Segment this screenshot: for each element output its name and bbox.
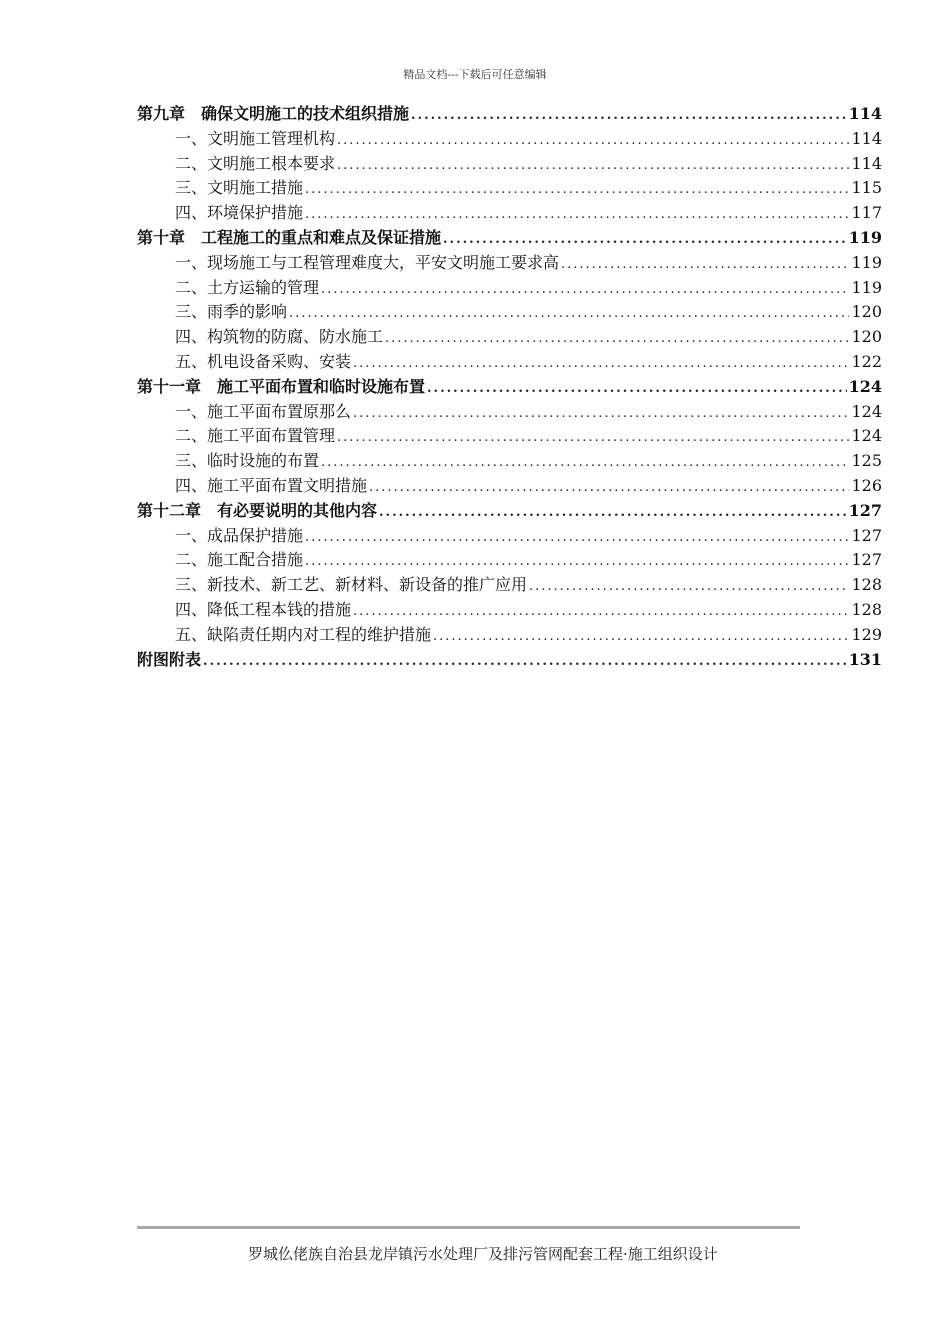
toc-section-entry[interactable] (137, 300, 882, 325)
toc-dot-leader (433, 625, 849, 650)
toc-dot-leader (289, 302, 849, 327)
toc-chapter-entry[interactable] (137, 102, 882, 127)
toc-dot-leader (353, 402, 849, 427)
toc-entry-title: 一、文明施工管理机构 (175, 128, 336, 148)
toc-page-number: 127 (848, 500, 882, 520)
toc-section-entry[interactable] (137, 573, 882, 598)
toc-chapter-entry[interactable] (137, 226, 882, 251)
toc-entry-title: 第十一章 施工平面布置和临时设施布置 (137, 376, 426, 396)
toc-entry-title: 附图附表 (137, 649, 202, 669)
toc-page-number: 119 (848, 227, 882, 247)
toc-page-number: 114 (851, 153, 882, 173)
toc-section-entry[interactable] (137, 176, 882, 201)
toc-section-entry[interactable] (137, 598, 882, 623)
toc-entry-title: 四、降低工程本钱的措施 (175, 599, 352, 619)
toc-page-number: 125 (851, 451, 882, 471)
toc-dot-leader (427, 377, 847, 402)
toc-entry-title: 二、施工平面布置管理 (175, 426, 336, 446)
toc-page-number: 119 (851, 277, 882, 297)
toc-dot-leader (337, 129, 849, 154)
toc-entry-title: 一、施工平面布置原那么 (175, 401, 352, 421)
toc-section-entry[interactable] (137, 474, 882, 499)
toc-chapter-entry[interactable] (137, 375, 882, 400)
toc-entry-title: 三、雨季的影响 (175, 302, 288, 322)
toc-section-entry[interactable] (137, 251, 882, 276)
toc-dot-leader (337, 154, 849, 179)
toc-dot-leader (529, 575, 849, 600)
toc-page-number: 114 (851, 128, 882, 148)
toc-page-number: 117 (851, 203, 882, 223)
toc-dot-leader (321, 278, 849, 303)
toc-entry-title: 四、环境保护措施 (175, 203, 304, 223)
toc-entry-title: 五、缺陷责任期内对工程的维护措施 (175, 624, 432, 644)
toc-entry-title: 第九章 确保文明施工的技术组织措施 (137, 104, 410, 123)
toc-entry-title: 一、成品保护措施 (175, 525, 304, 545)
toc-entry-title: 二、文明施工根本要求 (175, 153, 336, 173)
toc-dot-leader (305, 550, 849, 575)
toc-section-entry[interactable] (137, 201, 882, 226)
toc-page-number: 124 (848, 376, 882, 396)
toc-page-number: 115 (851, 178, 882, 198)
toc-section-entry[interactable] (137, 623, 882, 648)
toc-section-entry[interactable] (137, 400, 882, 425)
toc-page-number: 114 (848, 104, 882, 123)
table-of-contents (137, 102, 882, 672)
toc-page-number: 129 (851, 624, 882, 644)
footer-title: 罗城仫佬族自治县龙岸镇污水处理厂及排污管网配套工程·施工组织设计 (248, 1245, 718, 1263)
toc-dot-leader (385, 327, 849, 352)
toc-entry-title: 二、土方运输的管理 (175, 277, 320, 297)
page-header-note: 精品文档---下载后可任意编辑 (403, 68, 547, 81)
toc-dot-leader (561, 253, 849, 278)
toc-page-number: 122 (851, 351, 882, 371)
toc-page-number: 120 (851, 302, 882, 322)
toc-dot-leader (337, 426, 849, 451)
footer-divider (137, 1226, 800, 1229)
toc-dot-leader (353, 600, 849, 625)
toc-dot-leader (305, 526, 849, 551)
toc-dot-leader (353, 352, 849, 377)
toc-chapter-entry[interactable] (137, 648, 882, 673)
toc-section-entry[interactable] (137, 424, 882, 449)
toc-page-number: 127 (851, 525, 882, 545)
toc-page-number: 124 (851, 426, 882, 446)
toc-entry-title: 三、文明施工措施 (175, 178, 304, 198)
toc-page-number: 128 (851, 575, 882, 595)
toc-entry-title: 五、机电设备采购、安装 (175, 351, 352, 371)
toc-entry-title: 第十二章 有必要说明的其他内容 (137, 500, 378, 520)
toc-entry-title: 二、施工配合措施 (175, 550, 304, 570)
toc-section-entry[interactable] (137, 276, 882, 301)
toc-section-entry[interactable] (137, 524, 882, 549)
toc-dot-leader (305, 178, 849, 203)
toc-entry-title: 三、临时设施的布置 (175, 451, 320, 471)
toc-entry-title: 三、新技术、新工艺、新材料、新设备的推广应用 (175, 575, 528, 595)
toc-dot-leader (321, 451, 849, 476)
toc-section-entry[interactable] (137, 127, 882, 152)
toc-page-number: 131 (848, 649, 882, 669)
toc-section-entry[interactable] (137, 152, 882, 177)
toc-section-entry[interactable] (137, 325, 882, 350)
toc-dot-leader (379, 501, 847, 526)
toc-section-entry[interactable] (137, 548, 882, 573)
toc-entry-title: 一、现场施工与工程管理难度大，平安文明施工要求高 (175, 252, 560, 272)
toc-dot-leader (411, 104, 847, 129)
toc-dot-leader (369, 476, 849, 501)
toc-page-number: 127 (851, 550, 882, 570)
toc-dot-leader (443, 228, 847, 253)
toc-chapter-entry[interactable] (137, 499, 882, 524)
toc-dot-leader (203, 650, 847, 675)
toc-entry-title: 第十章 工程施工的重点和难点及保证措施 (137, 227, 442, 247)
toc-entry-title: 四、构筑物的防腐、防水施工 (175, 327, 384, 347)
toc-entry-title: 四、施工平面布置文明措施 (175, 475, 368, 495)
toc-page-number: 126 (851, 475, 882, 495)
toc-page-number: 119 (851, 252, 882, 272)
toc-page-number: 124 (851, 401, 882, 421)
toc-section-entry[interactable] (137, 449, 882, 474)
toc-page-number: 128 (851, 599, 882, 619)
toc-section-entry[interactable] (137, 350, 882, 375)
toc-dot-leader (305, 203, 849, 228)
toc-page-number: 120 (851, 327, 882, 347)
